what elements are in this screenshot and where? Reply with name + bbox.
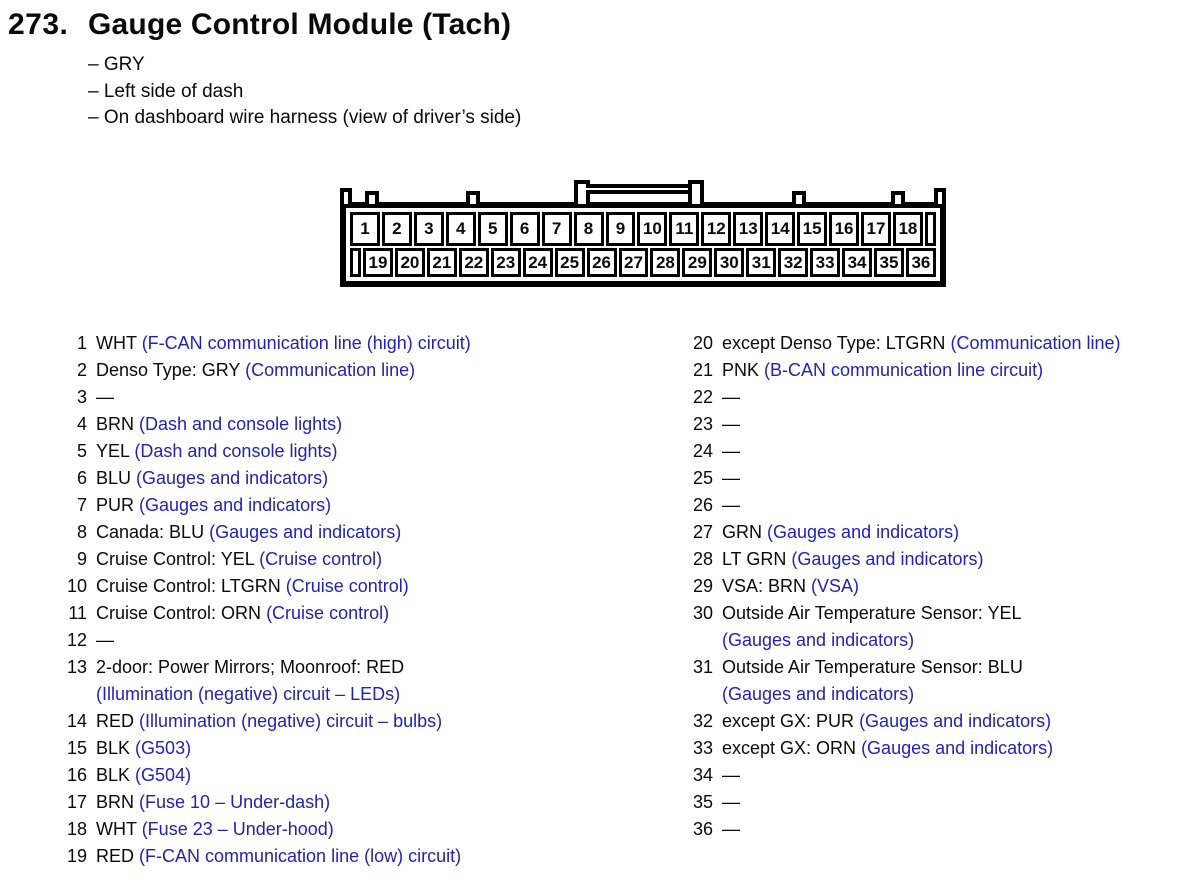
pin-wire-label: Canada: BLU <box>96 522 205 542</box>
pin-list-item <box>686 708 1186 735</box>
connector-pin-row-bottom <box>350 248 936 277</box>
pin-list-item <box>686 762 1186 789</box>
pin-list-item <box>686 735 1186 762</box>
pin-description <box>96 519 640 546</box>
pin-circuit-label: (Gauges and indicators) <box>722 630 915 650</box>
pin-cell: 32 <box>778 248 808 277</box>
pin-number: 19 <box>66 846 87 866</box>
pin-wire-label: BRN <box>96 792 135 812</box>
pin-cell: 13 <box>733 212 763 246</box>
pin-description <box>722 492 1186 519</box>
pin-circuit-label: (Cruise control) <box>266 603 390 623</box>
pin-wire-label: Cruise Control: YEL <box>96 549 255 569</box>
pin-wire-label: Outside Air Temperature Sensor: BLU <box>722 657 1023 677</box>
pin-wire-label: Denso Type: GRY <box>96 360 241 380</box>
pin-description <box>722 411 1186 438</box>
pin-list-item <box>686 465 1186 492</box>
note-color: – GRY <box>88 54 145 75</box>
pin-cell: 26 <box>587 248 617 277</box>
pin-description <box>96 573 640 600</box>
pin-number: 30 <box>692 603 713 623</box>
pin-number: 3 <box>76 387 87 407</box>
pin-cell: 7 <box>542 212 572 246</box>
pin-list-item <box>60 708 640 735</box>
pin-wire-label: Cruise Control: ORN <box>96 603 262 623</box>
pin-wire-label: BLK <box>96 765 131 785</box>
pin-circuit-label: (Gauges and indicators) <box>791 549 984 569</box>
pin-cell: 36 <box>906 248 936 277</box>
connector-mount-tab <box>891 191 905 204</box>
connector-corner-tab-left <box>340 188 352 204</box>
pin-circuit-label: (Communication line) <box>950 333 1121 353</box>
pin-circuit-label: (F-CAN communication line (high) circuit) <box>141 333 471 353</box>
pin-list-item <box>60 492 640 519</box>
pin-cell: 17 <box>861 212 891 246</box>
pin-wire-label: WHT <box>96 333 137 353</box>
pin-wire-label: except GX: PUR <box>722 711 855 731</box>
pin-wire-label: BLK <box>96 738 131 758</box>
pin-circuit-label: (Gauges and indicators) <box>136 468 329 488</box>
note-location: – Left side of dash <box>88 80 244 102</box>
pin-cell: 33 <box>810 248 840 277</box>
pin-number: 15 <box>66 738 87 758</box>
pin-wire-label: — <box>722 414 740 434</box>
pin-number: 29 <box>692 576 713 596</box>
pin-number: 7 <box>76 495 87 515</box>
pin-number: 36 <box>692 819 713 839</box>
pin-list-item <box>60 411 640 438</box>
pin-cell-blank <box>925 212 936 246</box>
pin-wire-label: — <box>722 792 740 812</box>
pin-cell: 18 <box>893 212 923 246</box>
pin-list-item <box>60 600 640 627</box>
pin-wire-label: Cruise Control: LTGRN <box>96 576 281 596</box>
pin-circuit-label: (Gauges and indicators) <box>209 522 402 542</box>
pin-list-item <box>60 762 640 789</box>
pin-description <box>722 735 1186 762</box>
pin-circuit-label: (Fuse 23 – Under-hood) <box>141 819 334 839</box>
pin-number: 26 <box>692 495 713 515</box>
pin-number: 33 <box>692 738 713 758</box>
pin-number: 25 <box>692 468 713 488</box>
pin-wire-label: WHT <box>96 819 137 839</box>
pin-description <box>96 708 640 735</box>
pin-description <box>722 762 1186 789</box>
pin-circuit-label: (Cruise control) <box>285 576 409 596</box>
pin-cell: 12 <box>701 212 731 246</box>
pin-cell: 35 <box>874 248 904 277</box>
pin-list-item <box>60 546 640 573</box>
pin-list-item <box>686 600 1186 654</box>
pin-description <box>722 573 1186 600</box>
pin-number: 28 <box>692 549 713 569</box>
pin-number: 2 <box>76 360 87 380</box>
pin-circuit-label: (G503) <box>135 738 192 758</box>
pin-list-item <box>686 492 1186 519</box>
pin-cell: 20 <box>395 248 425 277</box>
pin-cell: 4 <box>446 212 476 246</box>
pin-number: 17 <box>66 792 87 812</box>
pin-description <box>96 438 640 465</box>
pin-cell: 21 <box>427 248 457 277</box>
pin-number: 34 <box>692 765 713 785</box>
pin-description <box>722 465 1186 492</box>
pin-circuit-label: (B-CAN communication line circuit) <box>764 360 1044 380</box>
pin-wire-label: LT GRN <box>722 549 787 569</box>
pin-wire-label: — <box>722 441 740 461</box>
pin-description <box>722 438 1186 465</box>
pin-list-item <box>686 411 1186 438</box>
pin-list-item <box>60 843 640 870</box>
pin-circuit-label: (Gauges and indicators) <box>767 522 960 542</box>
pin-list-item <box>686 789 1186 816</box>
pin-list-item <box>60 438 640 465</box>
pin-number: 24 <box>692 441 713 461</box>
pin-number: 9 <box>76 549 87 569</box>
pin-cell: 24 <box>523 248 553 277</box>
pin-list-item <box>60 735 640 762</box>
pin-number: 21 <box>692 360 713 380</box>
pin-description <box>96 330 640 357</box>
connector-corner-tab-right <box>934 188 946 204</box>
pin-cell: 6 <box>510 212 540 246</box>
pin-circuit-label: (Gauges and indicators) <box>861 738 1054 758</box>
connector-lock-post-right <box>688 180 704 204</box>
pin-number: 10 <box>66 576 87 596</box>
pin-description <box>96 465 640 492</box>
pin-list-item <box>60 519 640 546</box>
pin-description <box>96 789 640 816</box>
pin-list-item <box>686 357 1186 384</box>
pin-wire-label: — <box>96 387 114 407</box>
pin-wire-label: Outside Air Temperature Sensor: YEL <box>722 603 1022 623</box>
connector-mount-tab <box>365 191 379 204</box>
pin-description <box>96 654 640 708</box>
pin-description <box>722 708 1186 735</box>
connector-tabs <box>340 180 946 202</box>
pin-cell: 30 <box>714 248 744 277</box>
pin-number: 6 <box>76 468 87 488</box>
pin-circuit-label: (VSA) <box>811 576 860 596</box>
pin-cell: 25 <box>555 248 585 277</box>
pin-list-item <box>60 384 640 411</box>
pin-list-item <box>60 330 640 357</box>
pin-circuit-label: (F-CAN communication line (low) circuit) <box>139 846 462 866</box>
pin-list-item <box>60 357 640 384</box>
pin-description <box>96 627 640 654</box>
pin-number: 8 <box>76 522 87 542</box>
pin-wire-label: — <box>96 630 114 650</box>
pin-wire-label: PNK <box>722 360 760 380</box>
pin-number: 16 <box>66 765 87 785</box>
pin-description <box>722 546 1186 573</box>
pin-wire-label: RED <box>96 711 135 731</box>
pin-circuit-label: (Dash and console lights) <box>134 441 338 461</box>
page-title: Gauge Control Module (Tach) <box>88 8 512 41</box>
pin-description <box>96 816 640 843</box>
pin-number: 13 <box>66 657 87 677</box>
pin-list-item <box>686 654 1186 708</box>
pin-cell: 11 <box>669 212 699 246</box>
pin-list-item <box>686 816 1186 843</box>
pin-wire-label: — <box>722 495 740 515</box>
pin-circuit-label: (G504) <box>135 765 192 785</box>
note-harness: – On dashboard wire harness (view of driver’s side) <box>88 107 522 128</box>
pin-circuit-label: (Communication line) <box>245 360 416 380</box>
pin-number: 27 <box>692 522 713 542</box>
pin-cell: 10 <box>637 212 667 246</box>
pin-description <box>722 384 1186 411</box>
pin-cell: 34 <box>842 248 872 277</box>
pin-cell: 29 <box>682 248 712 277</box>
pin-cell: 8 <box>574 212 604 246</box>
pin-description <box>722 816 1186 843</box>
pin-list-item <box>686 438 1186 465</box>
pin-list-right <box>686 330 1186 843</box>
pin-description <box>722 654 1186 708</box>
pin-circuit-label: (Cruise control) <box>259 549 383 569</box>
pin-number: 5 <box>76 441 87 461</box>
pin-cell: 14 <box>765 212 795 246</box>
pin-circuit-label: (Gauges and indicators) <box>139 495 332 515</box>
pin-description <box>722 330 1186 357</box>
connector-mount-tab <box>466 191 480 204</box>
pin-description <box>96 762 640 789</box>
connector-body <box>340 202 946 287</box>
pin-number: 32 <box>692 711 713 731</box>
connector-mount-tab <box>792 191 806 204</box>
pin-number: 23 <box>692 414 713 434</box>
pin-cell: 28 <box>650 248 680 277</box>
pin-description <box>722 600 1186 654</box>
pin-cell: 3 <box>414 212 444 246</box>
pin-number: 4 <box>76 414 87 434</box>
pin-description <box>96 411 640 438</box>
pin-list-item <box>60 789 640 816</box>
pin-cell: 22 <box>459 248 489 277</box>
pin-cell: 9 <box>606 212 636 246</box>
pin-number: 35 <box>692 792 713 812</box>
pin-number: 18 <box>66 819 87 839</box>
pin-wire-label: BRN <box>96 414 135 434</box>
pin-cell: 31 <box>746 248 776 277</box>
connector-pin-row-top <box>350 212 936 246</box>
pin-number: 22 <box>692 387 713 407</box>
pin-list-item <box>686 546 1186 573</box>
pin-wire-label: 2-door: Power Mirrors; Moonroof: RED <box>96 657 405 677</box>
pin-cell: 1 <box>350 212 380 246</box>
pin-wire-label: — <box>722 387 740 407</box>
pin-list-item <box>60 627 640 654</box>
pin-list-item <box>686 384 1186 411</box>
pin-circuit-label: (Illumination (negative) circuit – bulbs) <box>139 711 443 731</box>
pin-list-item <box>60 465 640 492</box>
pin-description <box>96 843 640 870</box>
pin-wire-label: except Denso Type: LTGRN <box>722 333 946 353</box>
pin-description <box>722 789 1186 816</box>
pin-wire-label: VSA: BRN <box>722 576 807 596</box>
pin-description <box>96 357 640 384</box>
pin-wire-label: — <box>722 819 740 839</box>
pin-wire-label: RED <box>96 846 135 866</box>
pin-cell: 5 <box>478 212 508 246</box>
pin-description <box>722 519 1186 546</box>
connector-notes <box>88 52 521 132</box>
pin-circuit-label: (Gauges and indicators) <box>859 711 1052 731</box>
pin-circuit-label: (Dash and console lights) <box>139 414 343 434</box>
pin-list-item <box>60 573 640 600</box>
pin-description <box>96 735 640 762</box>
pin-description <box>96 492 640 519</box>
pin-wire-label: — <box>722 468 740 488</box>
pin-circuit-label: (Illumination (negative) circuit – LEDs) <box>96 684 401 704</box>
pin-list-item <box>686 519 1186 546</box>
pin-description <box>96 546 640 573</box>
pin-cell-blank <box>350 248 361 277</box>
pin-list-left <box>60 330 640 870</box>
connector-lock-bar <box>586 184 692 194</box>
pin-circuit-label: (Fuse 10 – Under-dash) <box>139 792 331 812</box>
pin-list-item <box>60 654 640 708</box>
pin-description <box>96 600 640 627</box>
pin-description <box>722 357 1186 384</box>
pin-number: 1 <box>76 333 87 353</box>
pin-cell: 15 <box>797 212 827 246</box>
pin-cell: 23 <box>491 248 521 277</box>
pin-cell: 27 <box>619 248 649 277</box>
pin-number: 11 <box>68 603 87 623</box>
section-number: 273. <box>8 8 69 41</box>
pin-list-item <box>60 816 640 843</box>
pin-number: 31 <box>692 657 713 677</box>
pin-wire-label: GRN <box>722 522 762 542</box>
pin-wire-label: YEL <box>96 441 130 461</box>
pin-cell: 19 <box>363 248 393 277</box>
pin-circuit-label: (Gauges and indicators) <box>722 684 915 704</box>
pin-wire-label: PUR <box>96 495 135 515</box>
pin-number: 20 <box>692 333 713 353</box>
pin-number: 12 <box>66 630 87 650</box>
pin-cell: 16 <box>829 212 859 246</box>
pin-number: 14 <box>66 711 87 731</box>
pin-list-item <box>686 573 1186 600</box>
pin-wire-label: BLU <box>96 468 132 488</box>
pin-cell: 2 <box>382 212 412 246</box>
connector-diagram <box>340 180 946 287</box>
pin-list-item <box>686 330 1186 357</box>
page-heading <box>8 8 511 42</box>
pin-wire-label: — <box>722 765 740 785</box>
pin-description <box>96 384 640 411</box>
pin-wire-label: except GX: ORN <box>722 738 857 758</box>
